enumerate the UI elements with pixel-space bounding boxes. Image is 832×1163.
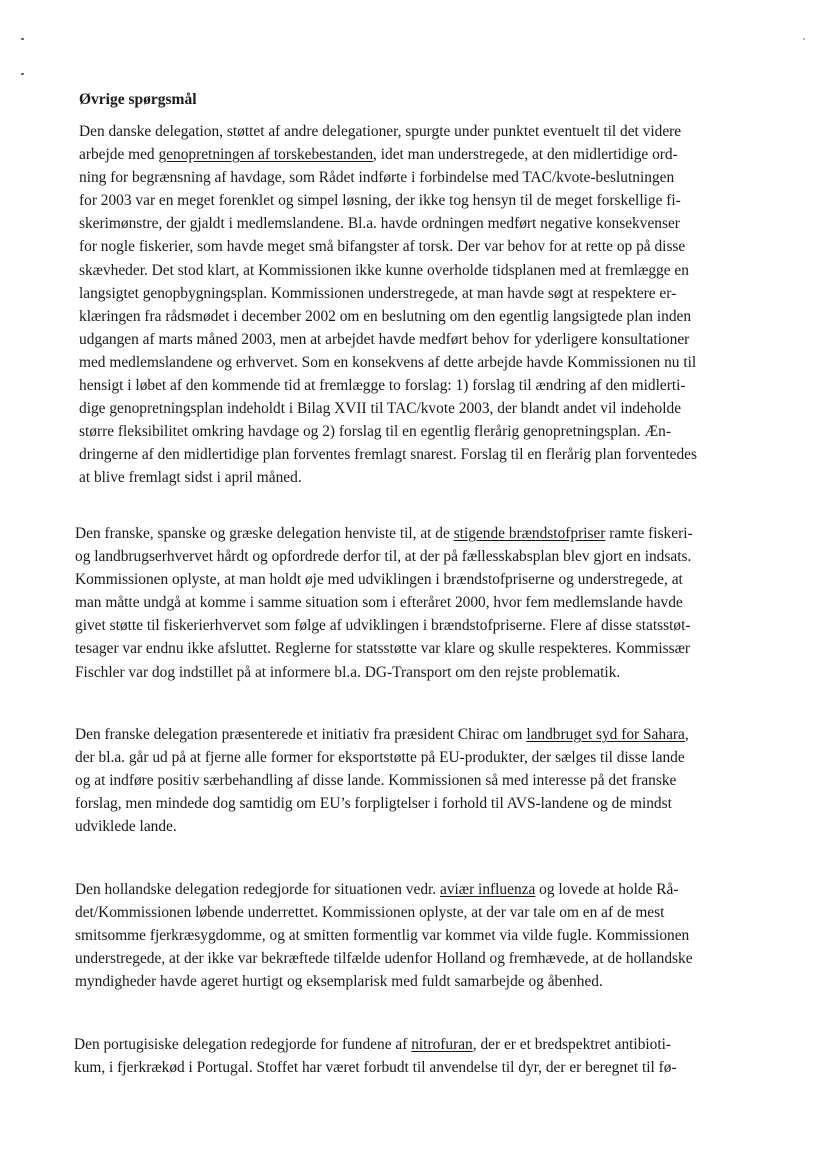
text-line: [79, 443, 697, 466]
text-line: [79, 374, 697, 397]
text-segment: understregede, at der ikke var bekræftede tilfælde udenfor Holland og fremhævede, at de hollandske: [75, 950, 693, 968]
text-line: [79, 282, 697, 305]
text-line: [75, 970, 693, 993]
text-line: [75, 723, 689, 746]
text-segment: Den franske delegation præsenterede et initiativ fra præsident Chirac om: [75, 726, 527, 743]
text-segment: hensigt i løbet af den kommende tid at fremlægge to forslag: 1) forslag til ændring af den midlerti-: [79, 377, 686, 395]
text-segment: og lovede at holde Rå-: [535, 881, 679, 898]
text-line: [75, 769, 689, 792]
text-segment: for nogle fiskerier, som havde meget små bifangster af torsk. Der var behov for at rette op på disse: [79, 238, 686, 256]
text-line: [79, 189, 697, 212]
text-line: [75, 591, 693, 614]
paragraph-cod-recovery: [79, 120, 697, 490]
text-line: [79, 259, 697, 282]
text-line: [75, 746, 689, 769]
text-line: [75, 545, 693, 568]
text-segment: ning for begrænsning af havdage, som Rådet indførte i forbindelse med TAC/kvote-beslutningen: [79, 169, 675, 187]
paragraph-fuel-prices: [75, 522, 693, 684]
text-line: [79, 420, 697, 443]
text-segment: at blive fremlagt sidst i april måned.: [79, 469, 302, 487]
text-line: [79, 166, 697, 189]
text-segment: udgangen af marts måned 2003, men at arbejdet havde medført behov for yderligere konsultationer: [79, 330, 690, 348]
underlined-topic: landbruget syd for Sahara: [526, 726, 685, 743]
text-line: [74, 1033, 677, 1056]
text-segment: kum, i fjerkrækød i Portugal. Stoffet har været forbudt til anvendelse til dyr, der er beregnet til fø-: [74, 1059, 677, 1077]
text-segment: der bl.a. går ud på at fjerne alle former for eksportstøtte på EU-produkter, der sælges til disse lande: [75, 749, 685, 767]
underlined-topic: nitrofuran: [411, 1036, 473, 1053]
text-line: [79, 351, 697, 374]
text-segment: for 2003 var en meget forenklet og simpel løsning, der ikke tog hensyn til de meget forskellige fi-: [79, 192, 681, 210]
text-line: [79, 212, 697, 235]
text-segment: givet støtte til fiskerierhvervet som følge af udviklingen i brændstofpriserne. Flere af disse statsstøt-: [75, 617, 691, 635]
text-segment: , der er et bredspektret antibioti-: [472, 1036, 672, 1053]
underlined-topic: stigende brændstofpriser: [453, 525, 606, 542]
text-segment: ,: [684, 726, 689, 743]
text-line: [75, 637, 693, 660]
text-segment: skævheder. Det stod klart, at Kommissionen ikke kunne overholde tidsplanen med at fremlægge en: [79, 261, 689, 279]
text-line: [79, 120, 697, 143]
paragraph-sahara-agriculture: [75, 723, 689, 838]
text-line: [75, 878, 693, 901]
text-line: [79, 466, 697, 489]
text-segment: Den franske, spanske og græske delegation henviste til, at de: [75, 525, 454, 542]
text-segment: og landbrugserhvervet hårdt og opfordrede derfor til, at der på fællesskabsplan blev gjort en indsats.: [75, 548, 692, 566]
text-line: [75, 614, 693, 637]
text-segment: ramte fiskeri-: [605, 525, 693, 542]
text-line: [75, 522, 693, 545]
scan-speck: [21, 38, 24, 40]
underlined-topic: aviær influenza: [440, 881, 536, 898]
text-segment: Fischler var dog indstillet på at informere bl.a. DG-Transport om den rejste problematik.: [75, 663, 621, 681]
text-segment: man måtte undgå at komme i samme situation som i efteråret 2000, hvor fem medlemslande havde: [75, 594, 683, 612]
text-segment: skerimønstre, der gjaldt i medlemslandene. Bl.a. havde ordningen medført negative konsekvenser: [79, 215, 680, 233]
text-segment: arbejde med: [79, 146, 159, 164]
text-segment: dige genopretningsplan indeholdt i Bilag XVII til TAC/kvote 2003, der blandt andet vil indeholde: [79, 400, 682, 418]
text-line: [79, 305, 697, 328]
underlined-topic: genopretningen af torskebestanden: [158, 146, 374, 164]
text-segment: tesager var endnu ikke afsluttet. Reglerne for statsstøtte var klare og skulle respekteres. Kommissær: [75, 640, 691, 658]
section-heading: Øvrige spørgsmål: [79, 91, 197, 108]
text-segment: , idet man understregede, at den midlertidige ord-: [373, 146, 678, 164]
text-segment: udviklede lande.: [75, 818, 177, 836]
text-line: [79, 235, 697, 258]
text-line: [74, 1056, 677, 1079]
text-segment: det/Kommissionen løbende underrettet. Kommissionen oplyste, at der var tale om en af de mest: [75, 904, 665, 922]
text-line: [79, 143, 697, 166]
text-segment: Den danske delegation, støttet af andre delegationer, spurgte under punktet eventuelt til det videre: [79, 123, 682, 140]
scan-speck: [21, 73, 24, 75]
text-segment: Den hollandske delegation redegjorde for situationen vedr.: [75, 881, 440, 898]
text-segment: Kommissionen oplyste, at man holdt øje med udviklingen i brændstofpriserne og understregede, at: [75, 571, 683, 589]
text-line: [75, 947, 693, 970]
text-line: [75, 792, 689, 815]
text-segment: myndigheder havde ageret hurtigt og eksemplarisk med fuldt samarbejde og åbenhed.: [75, 973, 603, 991]
scan-speck: [803, 38, 805, 40]
text-segment: klæringen fra rådsmødet i december 2002 om en beslutning om den egentlig langsigtede plan inden: [79, 307, 692, 325]
text-line: [79, 328, 697, 351]
text-line: [79, 397, 697, 420]
paragraph-nitrofuran: [74, 1033, 677, 1079]
text-line: [75, 924, 693, 947]
text-segment: smitsomme fjerkræsygdomme, og at smitten formentlig var kommet via vilde fugle. Kommissionen: [75, 927, 690, 945]
text-segment: dringerne af den midlertidige plan forventes fremlagt snarest. Forslag til en flerårig plan forventedes: [79, 446, 697, 464]
text-line: [75, 901, 693, 924]
text-segment: større fleksibilitet omkring havdage og 2) forslag til en egentlig flerårig genopretningsplan. Æn-: [79, 423, 671, 441]
text-segment: og at indføre positiv særbehandling af disse lande. Kommissionen så med interesse på det franske: [75, 772, 677, 790]
text-line: [75, 661, 693, 684]
text-segment: forslag, men mindede dog samtidig om EU’s forpligtelser i forhold til AVS-landene og de mindst: [75, 795, 672, 813]
text-segment: med medlemslandene og erhvervet. Som en konsekvens af dette arbejde havde Kommissionen nu til: [79, 353, 697, 371]
paragraph-avian-influenza: [75, 878, 693, 993]
text-line: [75, 568, 693, 591]
text-segment: Den portugisiske delegation redegjorde for fundene af: [74, 1036, 412, 1053]
text-line: [75, 815, 689, 838]
text-segment: langsigtet genopbygningsplan. Kommissionen understregede, at man havde søgt at respektere er-: [79, 284, 677, 302]
